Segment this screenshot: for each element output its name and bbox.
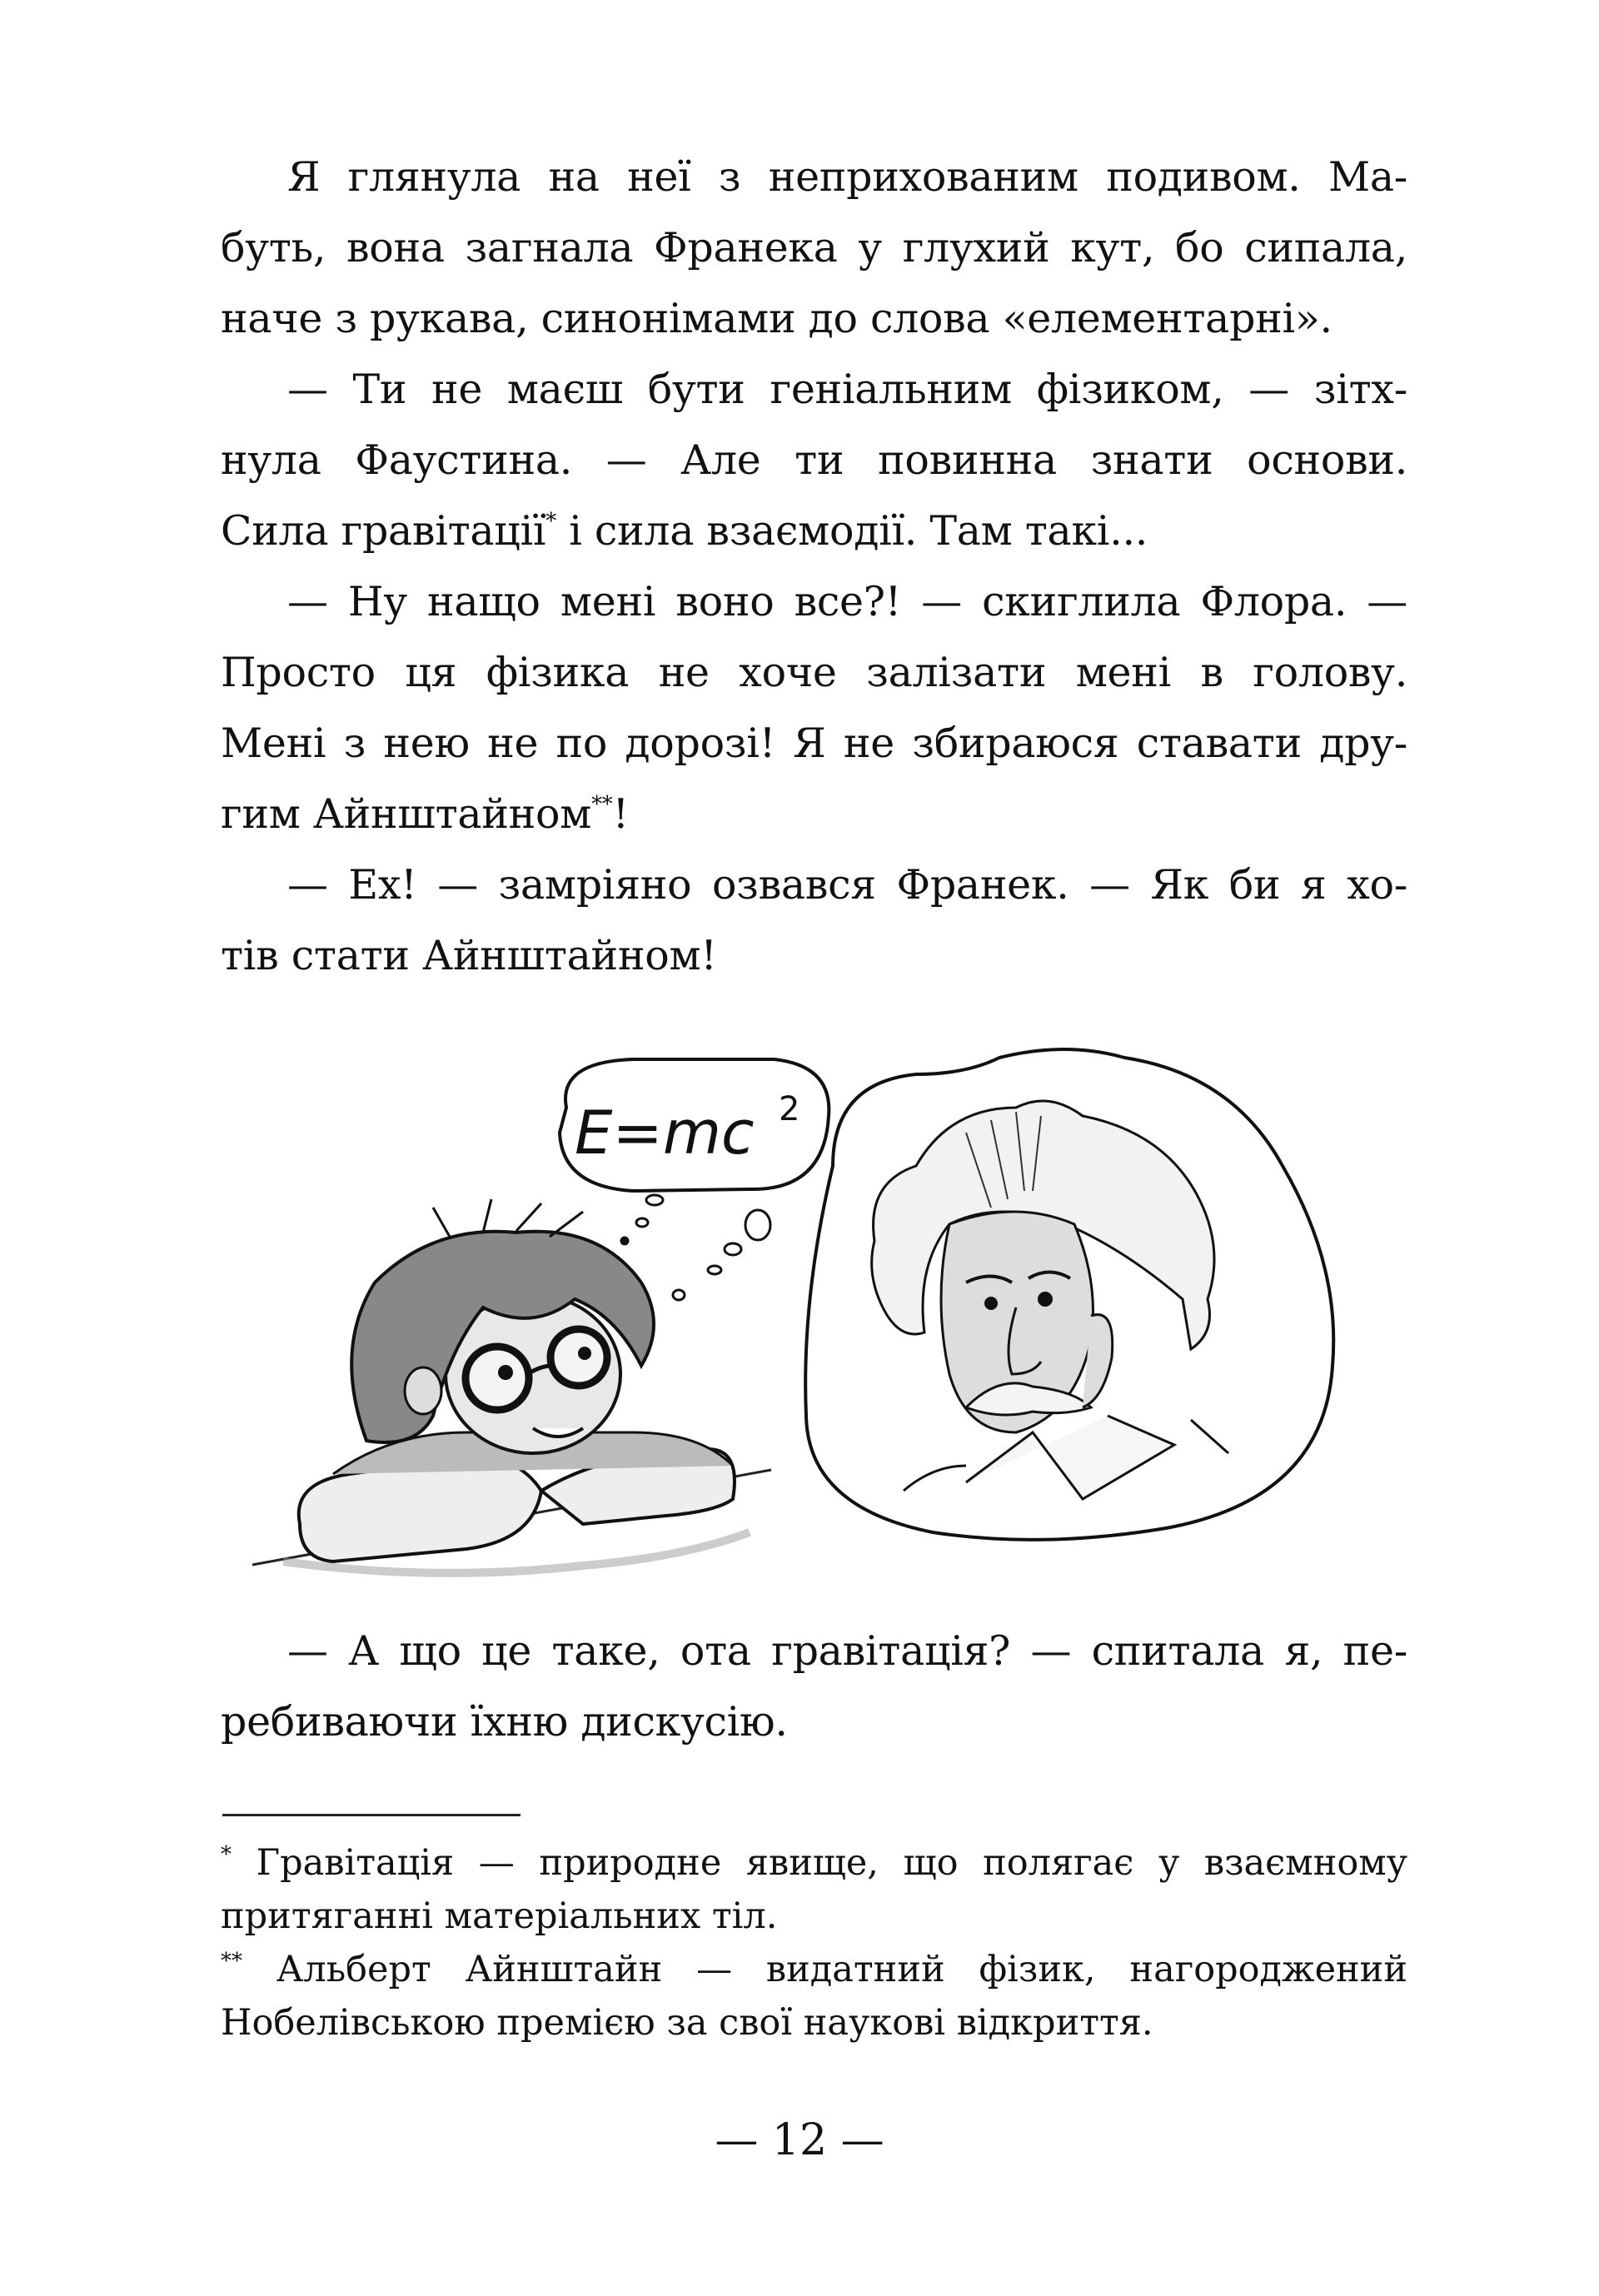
footnote-1-line [221,1836,1407,1890]
text-line: нула Фаустина. — Але ти повинна знати основи. [221,436,1407,484]
footnotes [221,1836,1407,2049]
text-fragment: ! [612,790,629,838]
footnote-separator [222,1814,521,1816]
text-line: буть, вона загнала Франека у глухий кут, бо сипала, [221,224,1407,271]
text-line: наче з рукава, синонімами до слова «елементарні». [221,295,1332,342]
footnote-2-line [221,1943,1407,1996]
text-line: Я глянула на неї з неприхованим подивом. Ма- [287,153,1407,201]
text-line [221,496,1407,566]
text-fragment: і сила взаємодії. Там такі... [569,507,1148,555]
footnote-mark: * [221,1842,232,1867]
footnote-mark: ** [221,1949,242,1974]
footnote-ref-1[interactable]: * [545,509,556,534]
einstein-thought-bubble [805,1049,1333,1540]
text-line [221,779,1407,849]
illustration-boy-dreaming-einstein [217,1024,1382,1591]
text-line: — Ти не маєш бути геніальним фізиком, — зітх- [287,366,1407,413]
text-line: — Ну нащо мені воно все?! — скиглила Флора. — [287,578,1407,625]
text-line: Мені з нею не по дорозі! Я не збираюся ставати дру- [221,720,1407,767]
text-fragment: Сила гравітації [221,507,546,555]
body-text-bottom [221,1616,1407,1757]
formula-thought-bubble [560,1059,829,1191]
footnote-2-line: Нобелівською премією за свої наукові відкриття. [221,2002,1153,2044]
page-number: — 12 — [715,2115,884,2165]
formula-exponent: 2 [779,1090,800,1128]
boy-figure [299,1199,735,1561]
footnote-text: Гравітація — природне явище, що полягає у взаємному [256,1842,1407,1884]
formula-text: E=mc [575,1098,755,1168]
body-text-top [221,142,1407,991]
text-line: — Ех! — замріяно озвався Франек. — Як би я хо- [287,861,1407,909]
text-fragment: гим Айнштайном [221,790,592,838]
text-line: Просто ця фізика не хоче залізати мені в голову. [221,649,1407,696]
text-line: ребиваючи їхню дискусію. [221,1698,788,1746]
footnote-text: Альберт Айнштайн — видатний фізик, нагороджений [276,1949,1407,1990]
footnote-1-line: притяганні матеріальних тіл. [221,1895,778,1937]
text-line: тів стати Айнштайном! [221,932,717,979]
footnote-ref-2[interactable]: ** [591,792,613,817]
text-line: — А що це таке, ота гравітація? — спитала я, пе- [287,1627,1407,1675]
